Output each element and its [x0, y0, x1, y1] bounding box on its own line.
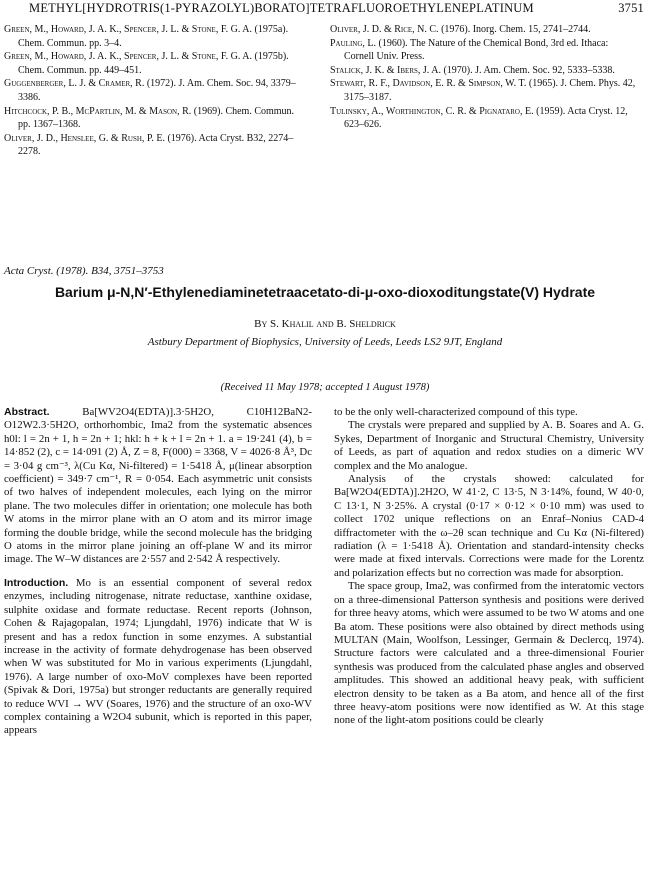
- running-title: METHYL[HYDROTRIS(1-PYRAZOLYL)BORATO]TETRAFLUOROETHYLENEPLATINUM: [29, 1, 534, 15]
- authors-prefix: By: [254, 318, 271, 330]
- reference-item: Guggenberger, L. J. & Cramer, R. (1972). J. Am. Chem. Soc. 94, 3379–3386.: [4, 78, 296, 103]
- reference-item: Pauling, L. (1960). The Nature of the Chemical Bond, 3rd ed. Ithaca: Cornell Univ. Press.: [330, 37, 609, 63]
- body-paragraph: to be the only well-characterized compound of this type.: [334, 406, 578, 418]
- references-right-column: [330, 23, 640, 132]
- running-header: [0, 0, 650, 22]
- body-left-column: [4, 406, 312, 738]
- reference-item: Green, M., Howard, J. A. K., Spencer, J. L. & Stone, F. G. A. (1975b). Chem. Commun. pp. 449–451.: [4, 51, 289, 76]
- body-paragraph: The space group, Ima2, was confirmed from the interatomic vectors on a three-dimensional Patterson synthesis and positions were derived for three heavy atoms, which were assumed to be two W atoms and one Ba atom. These positions were also obtained by direct methods using MULTAN (Main, Woolfson, Lessinger, Germain & Declercq, 1974). Structure factors were calculated and a three-dimensional Fourier synthesis was produced from the calculated phase angles and observed amplitudes. This showed an additional heavy peak, with sufficient electron density to be taken as a Ba atom, and hence all of the first three heavy-atom positions were now identified as W. At this stage none of the light-atom positions could be clearly: [334, 580, 644, 727]
- reference-item: Stewart, R. F., Davidson, E. R. & Simpson, W. T. (1965). J. Chem. Phys. 42, 3175–3187.: [330, 78, 636, 103]
- reference-item: Hitchcock, P. B., McPartlin, M. & Mason, R. (1969). Chem. Commun. pp. 1367–1368.: [4, 105, 295, 131]
- references-left-column: [4, 23, 306, 159]
- page-number: 3751: [618, 1, 644, 15]
- affiliation: Astbury Department of Biophysics, University of Leeds, Leeds LS2 9JT, England: [147, 336, 503, 348]
- body-right-column: [334, 406, 644, 728]
- reference-item: Green, M., Howard, J. A. K., Spencer, J. L. & Stone, F. G. A. (1975a). Chem. Commun. pp. 3–4.: [4, 24, 289, 49]
- journal-citation: Acta Cryst. (1978). B34, 3751–3753: [4, 265, 164, 277]
- reference-item: Stalick, J. K. & Ibers, J. A. (1970). J. Am. Chem. Soc. 92, 5333–5338.: [330, 64, 615, 76]
- article-authors: [0, 318, 650, 330]
- body-paragraph: Analysis of the crystals showed: calculated for Ba[W2O4(EDTA)].2H2O, W 41·2, C 13·5, N 3·14%, found, W 40·0, C 13·1, N 3·25%. A crystal (0·17 × 0·12 × 0·10 mm) was used to collect 1702 unique reflections on an Enraf–Nonius CAD-4 diffractometer with the ω–2θ scan technique and Cu Kα (Ni-filtered) radiation (λ = 1·5418 Å). Orientation and standard-intensity checks were made at fixed intervals. Corrections were made for the Lorentz and polarization effects but no correction was made for absorption.: [334, 473, 644, 579]
- introduction-heading: Introduction.: [4, 576, 69, 589]
- reference-item: Oliver, J. D. & Rice, N. C. (1976). Inorg. Chem. 15, 2741–2744.: [330, 24, 591, 35]
- body-paragraph: The crystals were prepared and supplied by A. B. Soares and A. G. Sykes, Department of Inorganic and Structural Chemistry, University of Leeds, as part of aquation and redox studies on a dimeric WV complex and the Mo analogue.: [334, 419, 644, 472]
- introduction-paragraph: Introduction. Mo is an essential component of several redox enzymes, including nitrogenase, nitrate reductase, xanthine oxidase, sulphite oxidase and formate reductase. Recent reports (Johnson, Cohen & Rajagopalan, 1974; Ljungdahl, 1976) indicate that W is present and has a redox function in some enzymes. A substantial increase in the activity of formate dehydrogenase has been observed when W was substituted for Mo in various experiments (Ljungdahl, 1976). A large number of oxo-MoV complexes have been reported (Spivak & Dori, 1975a) but stronger reductants are generally required to reduce WVI → WV (Soares, 1976) and the structure of an oxo-WV complex containing a W2O4 subunit, which is reported in this paper, appears: [4, 576, 312, 737]
- article-title: Barium μ-N,N′-Ethylenediaminetetraacetato-di-μ-oxo-dioxoditungstate(V) Hydrate: [54, 284, 596, 300]
- received-dates: (Received 11 May 1978; accepted 1 August 1978): [220, 382, 430, 393]
- abstract-heading: Abstract.: [4, 406, 50, 418]
- reference-item: Tulinsky, A., Worthington, C. R. & Pignataro, E. (1959). Acta Cryst. 12, 623–626.: [330, 105, 628, 131]
- author-names: S. Khalil and B. Sheldrick: [270, 318, 396, 330]
- reference-item: Oliver, J. D., Henslee, G. & Rush, P. E. (1976). Acta Cryst. B32, 2274–2278.: [4, 132, 294, 158]
- abstract-paragraph: Abstract. Ba[WV2O4(EDTA)].3·5H2O, C10H12BaN2-O12W2.3·5H2O, orthorhombic, Ima2 from the systematic absences h0l: l = 2n + 1, h = 2n + 1; hkl: h + k + l = 2n + 1. a = 19·241 (4), b = 14·852 (2), c = 14·091 (2) Å, Z = 8, F(000) = 3368, V = 4026·8 Å³, Dc = 3·04 g cm⁻³, λ(Cu Kα, Ni-filtered) = 1·5418 Å, μ(linear absorption coefficient) = 349·7 cm⁻¹, R = 0·054. Each asymmetric unit consists of two halves of independent molecules, each lying on the mirror plane. The two molecules differ in orientation; one molecule has both W atoms in the mirror plane with an O atom and its mirror image forming the double bridge, while the second molecule has the bridging O atoms in the mirror plane joining an off-plane W and its mirror image. The W–W distances are 2·557 and 2·542 Å respectively.: [4, 406, 312, 566]
